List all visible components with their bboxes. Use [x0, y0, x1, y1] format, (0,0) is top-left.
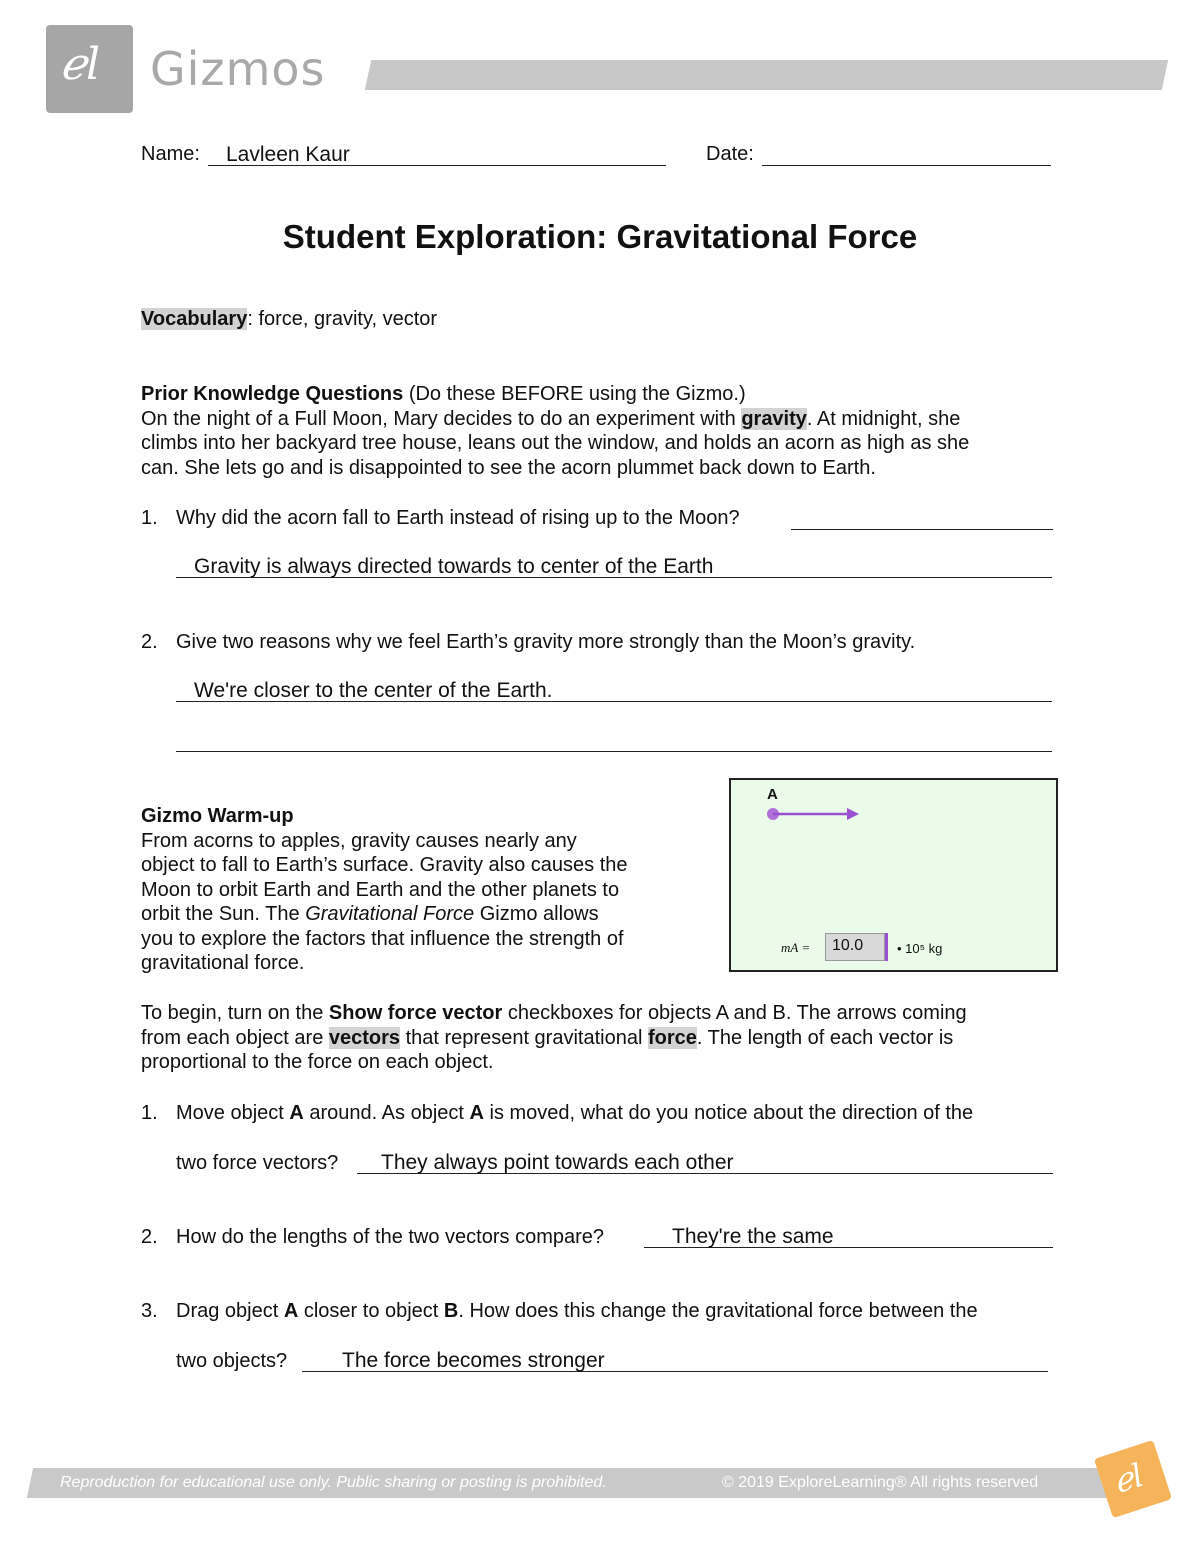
warmup-line-4b: Gizmo allows [474, 903, 599, 925]
instructions-line-3: proportional to the force on each object. [141, 1051, 494, 1073]
instr-2a: from each object are [141, 1026, 329, 1049]
instructions [141, 1001, 1061, 1075]
warmup-line-5: you to explore the factors that influence the strength of [141, 927, 624, 950]
mass-input[interactable] [825, 933, 885, 961]
instructions-line-2 [141, 1026, 1061, 1051]
prior-intro-line3: can. She lets go and is disappointed to see the acorn plummet back down to Earth. [141, 456, 876, 479]
warmup-q2-number: 2. [141, 1226, 158, 1248]
q3-object-b: B [443, 1300, 459, 1322]
warmup-q1-number: 1. [141, 1102, 158, 1124]
prior-q1-answer: Gravity is always directed towards to center of the Earth [194, 555, 714, 578]
warmup-q1-text [176, 1102, 973, 1125]
brand-logo [46, 25, 133, 113]
force-term: force [647, 1026, 697, 1049]
instr-1b: checkboxes for objects A and B. The arrows coming [502, 1002, 967, 1024]
prior-heading-line [141, 382, 1061, 407]
vocabulary-label: Vocabulary [141, 308, 248, 330]
prior-q2-answer-field-2[interactable] [176, 727, 1052, 752]
prior-intro-line1 [141, 407, 1061, 432]
name-field[interactable] [208, 141, 666, 166]
prior-q1-inline-blank[interactable] [791, 505, 1053, 530]
date-field[interactable] [762, 141, 1051, 166]
name-label: Name: [141, 143, 200, 165]
q1-part-d: is moved, what do you notice about the direction of the [483, 1102, 974, 1124]
q3-part-a: Drag object [176, 1300, 284, 1322]
arrow-head-icon [847, 808, 859, 820]
page-title: Student Exploration: Gravitational Force [282, 218, 918, 255]
prior-intro-line2: climbs into her backyard tree house, leans out the window, and holds an acorn as high as she [141, 432, 970, 454]
warmup-q1-line2: two force vectors? [176, 1152, 339, 1174]
instr-1a: To begin, turn on the [141, 1002, 329, 1024]
logo-glyph: ℯl [60, 39, 101, 90]
gizmo-screenshot [729, 778, 1058, 972]
date-label: Date: [706, 143, 754, 165]
warmup-line-3: Moon to orbit Earth and Earth and the other planets to [141, 878, 620, 901]
q3-part-d: . How does this change the gravitational force between the [458, 1300, 978, 1322]
warmup-q3-text [176, 1300, 978, 1323]
prior-q2-number: 2. [141, 631, 158, 653]
prior-heading: Prior Knowledge Questions [141, 383, 404, 405]
prior-heading-note: (Do these BEFORE using the Gizmo.) [403, 383, 746, 405]
q3-part-c: closer to object [298, 1300, 444, 1322]
q1-part-a: Move object [176, 1102, 290, 1124]
vocabulary-terms: : force, gravity, vector [247, 308, 438, 330]
instr-2c: . The length of each vector is [696, 1026, 954, 1049]
prior-q1-number: 1. [141, 507, 158, 529]
name-value: Lavleen Kaur [226, 143, 350, 166]
warmup-q1-answer: They always point towards each other [381, 1151, 734, 1174]
vocabulary-line [141, 307, 437, 332]
warmup-line-2: object to fall to Earth’s surface. Gravity also causes the [141, 854, 628, 876]
footer-logo-glyph: ℯl [1108, 1455, 1148, 1502]
gizmo-name: Gravitational Force [305, 903, 475, 925]
warmup-q3-answer-field[interactable] [302, 1347, 1048, 1372]
mass-unit: • 10⁵ kg [897, 941, 943, 956]
q1-object-a: A [289, 1102, 304, 1124]
instr-2b: that represent gravitational [400, 1026, 648, 1049]
q3-object-a: A [283, 1300, 299, 1322]
header-bar [365, 60, 1168, 90]
prior-q2-answer-field[interactable] [176, 677, 1052, 702]
mass-value: 10.0 [832, 937, 864, 954]
q1-object-a-2: A [469, 1102, 484, 1124]
footer-disclaimer: Reproduction for educational use only. Public sharing or posting is prohibited. [60, 1474, 607, 1491]
warmup-q2-answer: They're the same [672, 1225, 834, 1248]
intro-text: On the night of a Full Moon, Mary decides to do an experiment with [141, 407, 742, 430]
warmup-line-6: gravitational force. [141, 952, 305, 974]
gravity-term: gravity [741, 407, 807, 430]
warmup-q2-answer-field[interactable] [644, 1223, 1053, 1248]
prior-q1-text: Why did the acorn fall to Earth instead of rising up to the Moon? [176, 507, 740, 529]
warmup-q1-answer-field[interactable] [357, 1149, 1053, 1174]
prior-q2-text: Give two reasons why we feel Earth’s gravity more strongly than the Moon’s gravity. [176, 631, 916, 653]
warmup-line-4a: orbit the Sun. The [141, 903, 306, 925]
warmup-q3-answer: The force becomes stronger [342, 1349, 605, 1372]
footer-copyright: © 2019 ExploreLearning® All rights reserved [722, 1474, 1039, 1491]
show-force-vector-term: Show force vector [328, 1002, 503, 1024]
warmup-section [141, 804, 701, 976]
instructions-line-1 [141, 1001, 1061, 1026]
mass-slider-handle[interactable] [885, 933, 888, 961]
prior-q1-answer-field[interactable] [176, 553, 1052, 578]
mass-label: mA = [781, 940, 811, 955]
object-a-label: A [767, 786, 778, 803]
q1-part-c: around. As object [303, 1102, 470, 1124]
brand-name: Gizmos [150, 42, 326, 96]
force-vector [761, 804, 865, 824]
footer-logo [1094, 1440, 1172, 1518]
prior-knowledge-section [141, 382, 1061, 480]
warmup-q3-line2: two objects? [176, 1350, 288, 1372]
warmup-line-1: From acorns to apples, gravity causes nearly any [141, 829, 577, 852]
warmup-line-4 [141, 902, 701, 927]
warmup-q2-text: How do the lengths of the two vectors compare? [176, 1226, 605, 1248]
intro-text-end: . At midnight, she [806, 407, 961, 430]
vectors-term: vectors [328, 1026, 401, 1049]
prior-q2-answer: We're closer to the center of the Earth. [194, 679, 553, 702]
warmup-heading: Gizmo Warm-up [141, 805, 294, 827]
warmup-q3-number: 3. [141, 1300, 158, 1322]
